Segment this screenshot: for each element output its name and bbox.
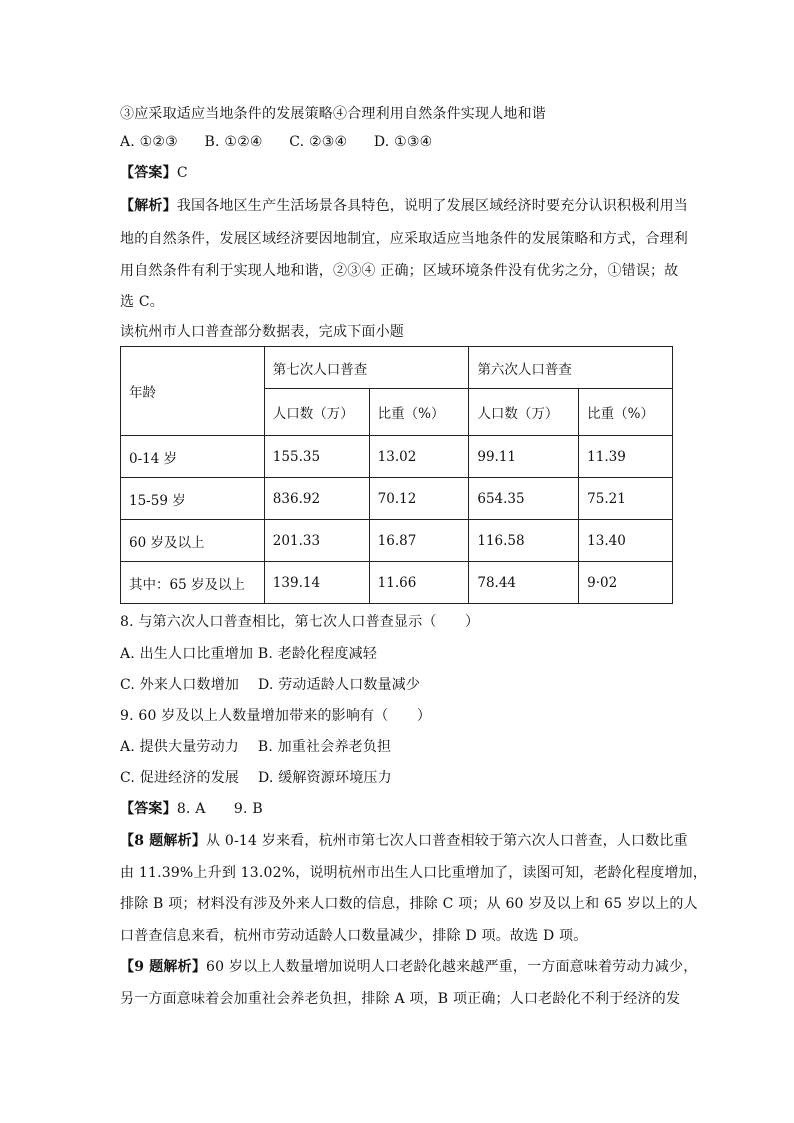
q7-analysis-line-1 [120, 196, 688, 216]
cell-age: 60 岁及以上 [121, 520, 265, 562]
cell-ratio6: 75.21 [579, 478, 673, 520]
cell-ratio7: 13.02 [369, 436, 469, 478]
cell-age: 其中：65 岁及以上 [121, 562, 265, 604]
q7-analysis-line-2: 地的自然条件，发展区域经济要因地制宜，应采取适应当地条件的发展策略和方式，合理利 [120, 231, 688, 247]
q7-analysis-line-4: 选 C。 [120, 294, 164, 310]
analysis8-line-4: 口普查信息来看，杭州市劳动适龄人口数量减少，排除 D 项。故选 D 项。 [120, 928, 588, 944]
census-table [120, 346, 673, 604]
analysis-label: 【解析】 [120, 198, 177, 214]
cell-pop6: 78.44 [469, 562, 579, 604]
q7-options [120, 132, 454, 152]
answers [120, 799, 263, 819]
answers-label: 【答案】 [120, 801, 177, 817]
cell-age: 15-59 岁 [121, 478, 265, 520]
table-intro: 读杭州市人口普查部分数据表，完成下面小题 [120, 324, 404, 340]
answers-value: 8. A 9. B [176, 801, 263, 817]
census7-header: 第七次人口普查 [264, 347, 469, 389]
cell-pop7: 836.92 [264, 478, 369, 520]
analysis9-text: 60 岁以上人数量增加说明人口老龄化越来越严重，一方面意味着劳动力减少， [206, 959, 698, 975]
table-row [121, 520, 673, 562]
q7-option-b: B. ①②④ [204, 134, 263, 150]
age-header: 年龄 [121, 347, 265, 436]
cell-pop6: 654.35 [469, 478, 579, 520]
q7-answer [120, 163, 188, 183]
analysis8-line-1 [120, 831, 688, 851]
analysis9-line-1 [120, 957, 697, 977]
answer-label: 【答案】 [120, 165, 177, 181]
cell-ratio6: 11.39 [579, 436, 673, 478]
cell-ratio6: 13.40 [579, 520, 673, 562]
q7-option-d: D. ①③④ [373, 134, 433, 150]
analysis8-line-3: 排除 B 项；材料没有涉及外来人口数的信息，排除 C 项；从 60 岁及以上和 65 岁以上的人 [120, 896, 698, 912]
table-row [121, 478, 673, 520]
cell-age: 0-14 岁 [121, 436, 265, 478]
q8-options-1: A. 出生人口比重增加 B. 老龄化程度减轻 [120, 646, 378, 662]
analysis9-label: 【9 题解析】 [120, 959, 207, 975]
q9-options-2: C. 促进经济的发展 D. 缓解资源环境压力 [120, 770, 392, 786]
cell-pop6: 116.58 [469, 520, 579, 562]
answer-value: C [176, 165, 188, 181]
analysis9-line-2: 另一方面意味着会加重社会养老负担，排除 A 项，B 项正确；人口老龄化不利于经济的发 [120, 991, 681, 1007]
q7-statement-line: ③应采取适应当地条件的发展策略④合理利用自然条件实现人地和谐 [120, 106, 546, 122]
pop6-header: 人口数（万） [469, 389, 579, 436]
analysis8-label: 【8 题解析】 [120, 833, 207, 849]
cell-ratio7: 16.87 [369, 520, 469, 562]
ratio6-header: 比重（%） [579, 389, 673, 436]
census6-header: 第六次人口普查 [469, 347, 673, 389]
analysis-text: 我国各地区生产生活场景各具特色，说明了发展区域经济时要充分认识积极利用当 [176, 198, 689, 214]
cell-ratio7: 70.12 [369, 478, 469, 520]
q7-analysis-line-3: 用自然条件有利于实现人地和谐，②③④ 正确；区域环境条件没有优劣之分，①错误；故 [120, 263, 679, 279]
table-header-row [121, 347, 673, 389]
cell-pop7: 155.35 [264, 436, 369, 478]
q8-stem: 8. 与第六次人口普查相比，第七次人口普查显示（ ） [120, 614, 480, 630]
cell-pop7: 201.33 [264, 520, 369, 562]
q9-options-1: A. 提供大量劳动力 B. 加重社会养老负担 [120, 739, 392, 755]
cell-pop6: 99.11 [469, 436, 579, 478]
cell-ratio7: 11.66 [369, 562, 469, 604]
table-row [121, 562, 673, 604]
analysis8-line-2: 由 11.39%上升到 13.02%，说明杭州市出生人口比重增加了，读图可知，老龄化程度增加， [120, 865, 708, 881]
q9-stem: 9. 60 岁及以上人数量增加带来的影响有（ ） [120, 708, 432, 724]
q7-option-c: C. ②③④ [289, 134, 348, 150]
pop7-header: 人口数（万） [264, 389, 369, 436]
table-row [121, 436, 673, 478]
analysis8-text: 从 0-14 岁来看，杭州市第七次人口普查相较于第六次人口普查，人口数比重 [206, 833, 688, 849]
ratio7-header: 比重（%） [369, 389, 469, 436]
cell-pop7: 139.14 [264, 562, 369, 604]
q8-options-2: C. 外来人口数增加 D. 劳动适龄人口数量减少 [120, 677, 421, 693]
q7-option-a: A. ①②③ [120, 134, 178, 150]
cell-ratio6: 9·02 [579, 562, 673, 604]
